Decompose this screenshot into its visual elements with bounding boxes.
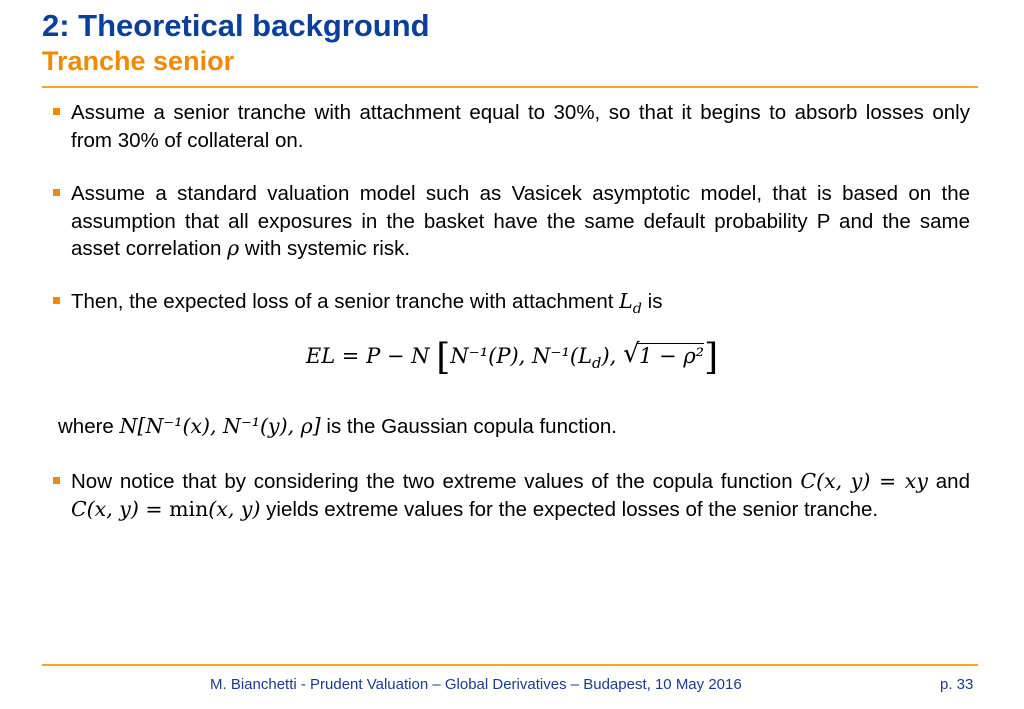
bullet-text-part: Assume a standard valuation model such as Vasicek asymptotic model, that is based on the assumption that all exposures in the basket have the same default probability P and the same asset correlation <box>71 182 970 260</box>
bullet-expected-loss <box>50 288 970 316</box>
footer-divider <box>42 664 978 666</box>
bullet-marker <box>53 189 60 196</box>
bullet-text-part: with systemic risk. <box>244 237 411 260</box>
gaussian-copula-formula: N[N⁻¹(x), N⁻¹(y), ρ] <box>119 414 321 438</box>
bullet-copula-extremes <box>50 468 970 523</box>
copula-min-args: (x, y) <box>208 496 261 521</box>
where-line <box>58 413 617 441</box>
bullet-text <box>71 288 970 316</box>
bullet-text-part: Then, the expected loss of a senior tranche with attachment <box>71 290 614 313</box>
copula-product: C(x, y) = xy <box>800 469 928 493</box>
bullet-marker <box>53 297 60 304</box>
expected-loss-equation: EL = P − N [N⁻¹(P), $N^{-1}(L_d)$, √ 1 − ρ²] <box>305 337 719 378</box>
bullet-text <box>71 468 970 523</box>
bullet-text-part: and <box>935 470 970 493</box>
attachment-symbol: $L_d$ <box>619 289 642 318</box>
bullet-text-part: yields extreme values for the expected losses of the senior tranche. <box>266 497 879 521</box>
slide-title: 2: Theoretical background <box>42 8 430 43</box>
page-number: p. 33 <box>940 676 974 693</box>
header-divider <box>42 86 978 88</box>
bullet-text: Assume a senior tranche with attachment equal to 30%, so that it begins to absorb losses only from 30% of collateral on. <box>71 101 970 152</box>
bullet-vasicek <box>50 180 970 263</box>
bullet-marker <box>53 477 60 484</box>
bullet-text-part: Now notice that by considering the two extreme values of the copula function <box>71 470 793 493</box>
radical-sign: √ <box>623 339 640 369</box>
copula-min-fn: min <box>169 496 209 521</box>
equation-arg: N⁻¹(P), N⁻¹(L <box>450 344 593 368</box>
bullet-text-part: is <box>647 290 663 313</box>
equation-arg-close: ), <box>601 344 617 368</box>
equation-lhs: EL = P − N <box>305 344 430 368</box>
bullet-attachment <box>50 99 970 154</box>
square-root <box>623 339 705 369</box>
right-bracket: ] <box>704 337 719 378</box>
left-bracket: [ <box>436 337 451 378</box>
sqrt-body: 1 − ρ² <box>639 344 705 368</box>
copula-min-lhs: C(x, y) = <box>71 496 170 521</box>
footer-citation: M. Bianchetti - Prudent Valuation – Global Derivatives – Budapest, 10 May 2016 <box>210 676 742 693</box>
bullet-text <box>71 180 970 263</box>
slide-subtitle: Tranche senior <box>42 46 235 76</box>
rho-symbol: ρ <box>227 236 240 260</box>
where-text: is the Gaussian copula function. <box>326 415 617 438</box>
where-label: where <box>58 415 114 438</box>
bullet-marker <box>53 108 60 115</box>
